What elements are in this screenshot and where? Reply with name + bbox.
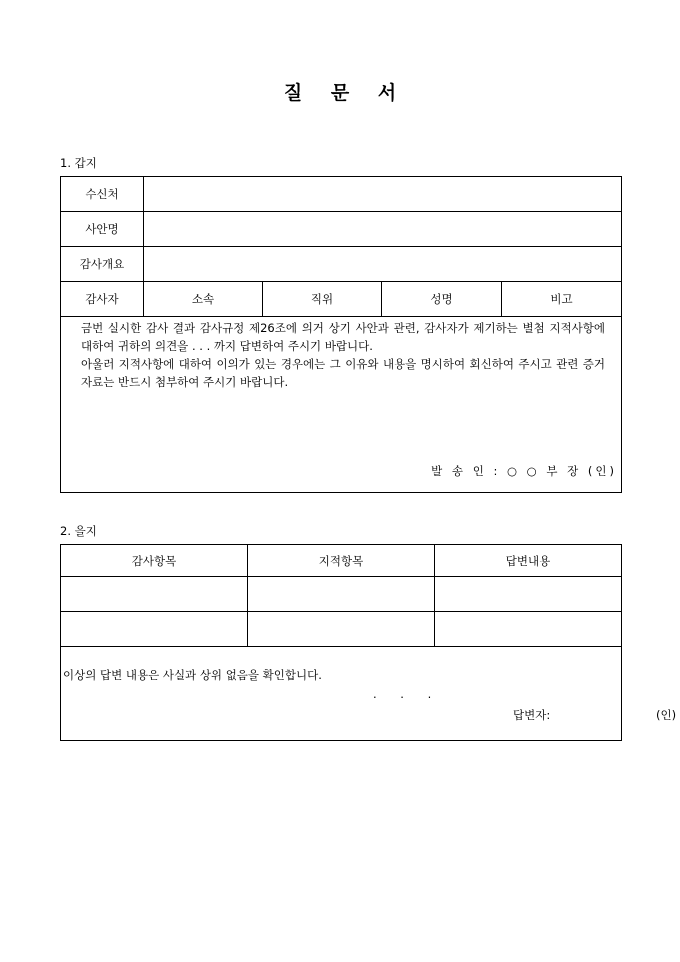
case-name-row xyxy=(61,212,622,247)
confirmation-text: 이상의 답변 내용은 사실과 상위 없음을 확인합니다. xyxy=(63,668,322,682)
auditor-column-position: 직위 xyxy=(263,282,382,317)
audit-item-cell[interactable] xyxy=(61,612,248,647)
request-paragraph-1: 금번 실시한 감사 결과 감사규정 제26조에 의거 상기 사안과 관련, 감사자가 제기하는 별첨 지적사항에 대하여 귀하의 의견을 . . . 까지 답변하여 주시기 바랍니다. xyxy=(81,321,605,353)
recipient-label: 수신처 xyxy=(61,177,144,212)
audit-overview-label: 감사개요 xyxy=(61,247,144,282)
answer-date: . . . xyxy=(373,687,442,701)
confirmation-row xyxy=(61,647,622,741)
case-name-label: 사안명 xyxy=(61,212,144,247)
audit-overview-row xyxy=(61,247,622,282)
section-2-header-row xyxy=(61,545,622,577)
request-paragraph-2: 아울러 지적사항에 대하여 이의가 있는 경우에는 그 이유와 내용을 명시하여 회신하여 주시고 관련 증거자료는 반드시 첨부하여 주시기 바랍니다. xyxy=(81,357,605,389)
finding-item-cell[interactable] xyxy=(248,612,435,647)
audit-item-cell[interactable] xyxy=(61,577,248,612)
recipient-value[interactable] xyxy=(144,177,622,212)
finding-item-cell[interactable] xyxy=(248,577,435,612)
answer-content-cell[interactable] xyxy=(435,612,622,647)
column-audit-item: 감사항목 xyxy=(61,545,248,577)
sender-signature: 발 송 인 : ○ ○ 부 장 (인) xyxy=(431,464,617,478)
section-2-label: 2. 을지 xyxy=(60,524,97,538)
table-row xyxy=(61,577,622,612)
auditor-row xyxy=(61,282,622,317)
section-1-label: 1. 갑지 xyxy=(60,156,97,170)
request-body-text xyxy=(81,319,605,391)
auditor-column-affiliation: 소속 xyxy=(144,282,263,317)
audit-overview-value[interactable] xyxy=(144,247,622,282)
section-2-table xyxy=(60,544,677,741)
request-body-row xyxy=(61,317,622,493)
section-1-table xyxy=(60,176,622,493)
case-name-value[interactable] xyxy=(144,212,622,247)
auditor-column-name: 성명 xyxy=(382,282,502,317)
auditor-label: 감사자 xyxy=(61,282,144,317)
answerer-label: 답변자: xyxy=(513,708,551,722)
confirmation-cell xyxy=(61,647,677,741)
recipient-row xyxy=(61,177,622,212)
table-row xyxy=(61,612,622,647)
answerer-signature xyxy=(513,707,677,723)
answerer-seal: (인) xyxy=(656,708,677,722)
document-title: 질 문 서 xyxy=(283,82,408,104)
column-answer-content: 답변내용 xyxy=(435,545,622,577)
request-body-cell xyxy=(61,317,622,493)
auditor-column-remarks: 비고 xyxy=(502,282,622,317)
column-finding-item: 지적항목 xyxy=(248,545,435,577)
answer-content-cell[interactable] xyxy=(435,577,622,612)
